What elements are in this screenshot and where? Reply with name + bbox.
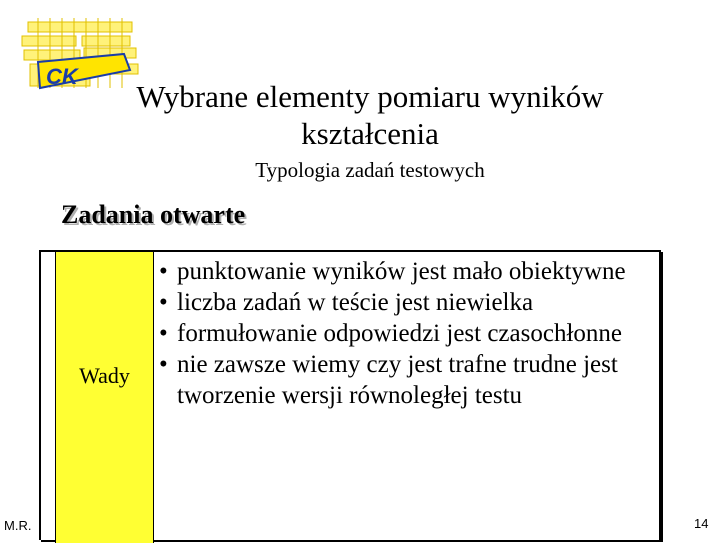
footer-author: M.R. bbox=[4, 518, 32, 533]
ck-logo-text: CK bbox=[46, 64, 78, 89]
slide-title: Wybrane elementy pomiaru wyników kształcenia bbox=[136, 79, 604, 151]
list-item: • formułowanie odpowiedzi jest czasochłonne bbox=[159, 318, 659, 349]
label-column bbox=[55, 251, 154, 543]
slide-subtitle: Typologia zadań testowych bbox=[255, 158, 485, 182]
content-panel bbox=[39, 250, 661, 540]
list-item: • punktowanie wyników jest mało obiektywne bbox=[159, 256, 659, 287]
list-item: • nie zawsze wiemy czy jest trafne trudne jest tworzenie wersji równoległej testu bbox=[159, 349, 659, 411]
page-number: 14 bbox=[694, 516, 709, 531]
section-heading: Zadania otwarte bbox=[61, 200, 246, 229]
list-item: • liczba zadań w teście jest niewielka bbox=[159, 287, 659, 318]
panel-label: Wady bbox=[79, 363, 130, 388]
bullet-list bbox=[159, 256, 659, 411]
